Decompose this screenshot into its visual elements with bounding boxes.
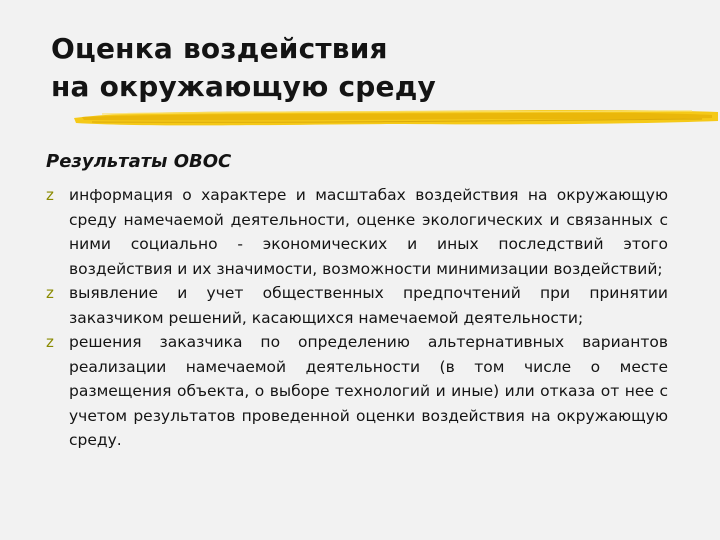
bullet-marker-icon: z (46, 333, 54, 351)
bullet-text: решения заказчика по определению альтернативных вариантов реализации намечаемой деятельности (в том числе о месте размещения объекта, о выборе технологий и иные) или отказа от нее с учетом результатов проведенной оценки воздействия на окружающую среду. (69, 333, 668, 449)
title-underline-brush-stroke (72, 104, 720, 130)
slide-title-line-2: на окружающую среду (51, 70, 436, 103)
bullet-text: выявление и учет общественных предпочтений при принятии заказчиком решений, касающихся намечаемой деятельности; (69, 284, 668, 327)
bullet-list (46, 183, 668, 453)
slide-title (51, 30, 691, 106)
section-subtitle: Результаты ОВОС (46, 151, 232, 172)
bullet-marker-icon: z (46, 284, 54, 302)
list-item (46, 281, 668, 330)
bullet-marker-icon: z (46, 186, 54, 204)
bullet-text: информация о характере и масштабах воздействия на окружающую среду намечаемой деятельности, оценке экологических и связанных с ними социально - экономических и иных последствий этого воздействия и их значимости, возможности минимизации воздействий; (69, 186, 668, 278)
slide-title-line-1: Оценка воздействия (51, 32, 388, 65)
list-item (46, 183, 668, 281)
list-item (46, 330, 668, 453)
